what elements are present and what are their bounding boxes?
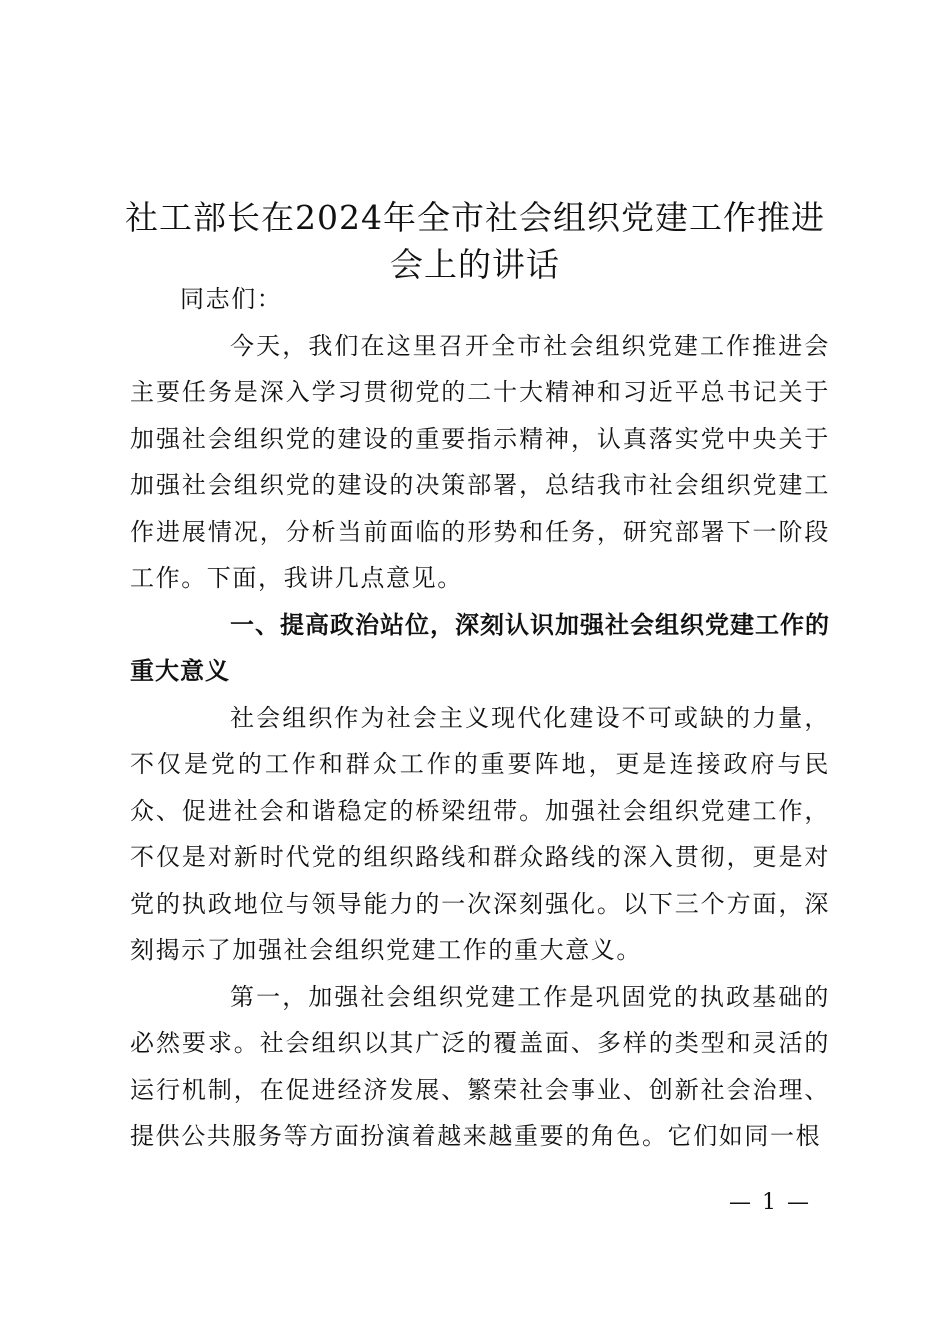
section-heading: 一、提高政治站位，深刻认识加强社会组织党建工作的重大意义	[130, 610, 830, 685]
salutation: 同志们：	[180, 285, 283, 313]
document-body	[130, 276, 830, 1160]
section-paragraph-1: 社会组织作为社会主义现代化建设不可或缺的力量，不仅是党的工作和群众工作的重要阵地，更是连接政府与民众、促进社会和谐稳定的桥梁纽带。加强社会组织党建工作，不仅是对新时代党的组织路线和群众路线的深入贯彻，更是对党的执政地位与领导能力的一次深刻强化。以下三个方面，深刻揭示了加强社会组织党建工作的重大意义。	[130, 703, 830, 964]
document-title: 社工部长在2024年全市社会组织党建工作推进会上的讲话	[125, 198, 825, 285]
page-number: — 1 —	[729, 1190, 811, 1215]
intro-paragraph: 今天，我们在这里召开全市社会组织党建工作推进会主要任务是深入学习贯彻党的二十大精神和习近平总书记关于加强社会组织党的建设的重要指示精神，认真落实党中央关于加强社会组织党的建设的决策部署，总结我市社会组织党建工作进展情况，分析当前面临的形势和任务，研究部署下一阶段工作。下面，我讲几点意见。	[130, 331, 830, 592]
section-paragraph-2: 第一，加强社会组织党建工作是巩固党的执政基础的必然要求。社会组织以其广泛的覆盖面、多样的类型和灵活的运行机制，在促进经济发展、繁荣社会事业、创新社会治理、提供公共服务等方面扮演着越来越重要的角色。它们如同一根	[130, 982, 830, 1150]
